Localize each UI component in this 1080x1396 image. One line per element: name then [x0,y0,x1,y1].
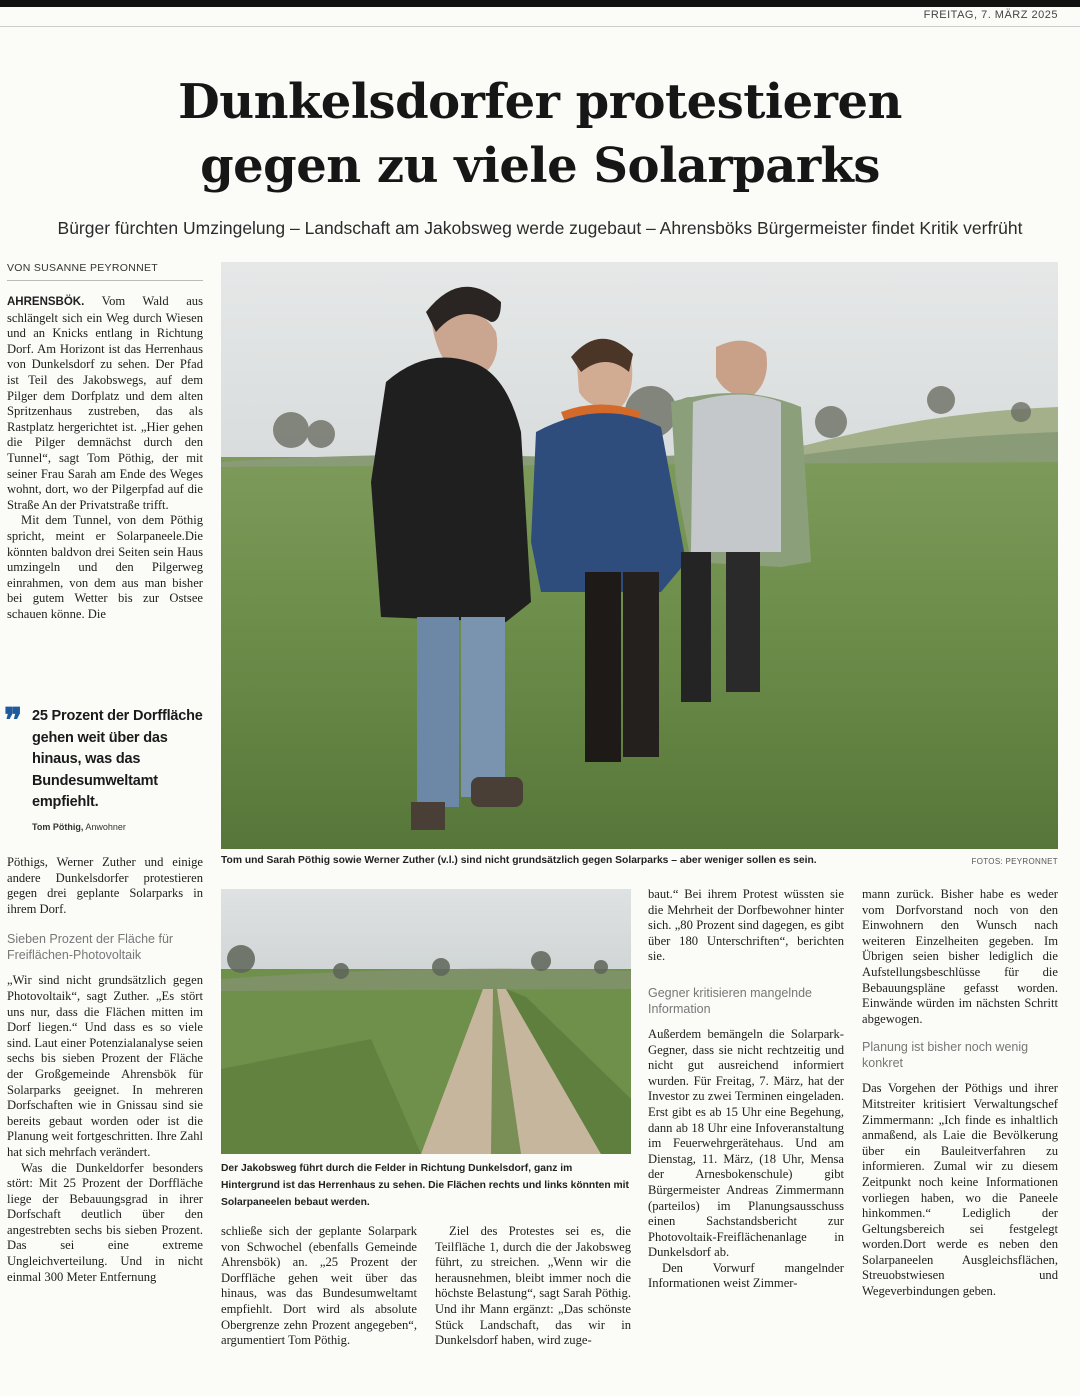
photo-people-in-field-image [221,262,1058,849]
dateline: FREITAG, 7. MÄRZ 2025 [923,9,1058,21]
paragraph: schließe sich der geplante Solarpark von Schwochel (ebenfalls Gemeinde Ahrensbök) an. „25 Prozent der Dorffläche gehen weit über das hinaus, was das Bundesumweltamt empfiehlt. Dort wird als absolute Obergrenze zehn Prozent angegeben“, argumentiert Tom Pöthig. [221,1224,417,1348]
photo-credit: FOTOS: PEYRONNET [971,857,1058,866]
lead-text: Vom Wald aus schlängelt sich ein Weg durch Wiesen und an Knicks entlang in Richtung Dorf. Am Horizont ist das Herrenhaus von Dunkelsdorf zu sehen. Der Pfad ist Teil des Jakobswegs, auf dem Pilger dem Dorfplatz und dem alten Spritzenhaus zustreben, das als Rastplatz hergerichtet ist. „Hier gehen die Pilger demnächst durch den Tunnel“, sagt Tom Pöthig, der mit seiner Frau Sarah am Ende des Weges wohnt, dort, wo der Pilgerpfad auf die Straße An der Privatstraße trifft. [7,294,203,512]
lead-paragraph [7,294,203,513]
article-column-3 [435,1224,631,1349]
article-column-4 [648,887,844,1292]
article-column-2 [221,1224,417,1349]
paragraph: Das Vorgehen der Pöthigs und ihrer Mitstreiter kritisiert Verwaltungschef Zimmermann: „Ich finde es inhaltlich anmaßend, als Laie die Bevölkerung über ein Bauleitverfahren zu informieren. Zumal wir zu diesem Zeitpunkt noch keine Informationen vorliegen haben, wo die Paneele hinkommen.“ Lediglich der Geltungsbereich sei festgelegt worden.Dort werde es neben den Solarpaneelen Ausgleichsflächen, Streuobstwiesen und Wegeverbindungen geben. [862,1081,1058,1299]
paragraph: „Wir sind nicht grundsätzlich gegen Photovoltaik“, sagt Zuther. „Es stört uns nur, dass die Flächen mitten im Dorf liegen.“ Und dass es so viele sind. Laut einer Potenzialanalyse seien sechs bis sieben Prozent der Fläche der Großgemeinde Ahrensbök für Solarparks geeignet. In mehreren Dorfschaften wie in Gnissau sind sie bereits gebaut worden oder ist die Planung weit fortgeschritten. Ihre Zahl hat sich mehrfach verändert. [7,973,203,1159]
headline [0,70,1080,198]
photo-people-in-field [221,262,1058,849]
photo-jakobsweg-path-image [221,889,631,1154]
article-column-1-bottom [7,855,203,1285]
paragraph: baut.“ Bei ihrem Protest wüssten sie die Mehrheit der Dorfbewohner hinter sich. „80 Prozent sind dagegen, es gibt über 180 Unterschriften“, berichten sie. [648,887,844,964]
paragraph: Mit dem Tunnel, von dem Pöthig spricht, meint er Solarpaneele.Die könnten baldvon drei Seiten sein Haus umzingeln und den Pilgerweg einrahmen, von dem aus man bisher bei gutem Wetter bis zur Ostsee schauen könne. Die [7,513,203,621]
crosshead: Gegner kritisieren mangelnde Information [648,985,812,1016]
subheadline: Bürger fürchten Umzingelung – Landschaft am Jakobsweg werde zugebaut – Ahrensböks Bürgermeister findet Kritik verfrüht [57,218,1023,238]
paragraph: Den Vorwurf mangelnder Informationen weist Zimmer- [648,1260,844,1291]
photo-caption-1: Tom und Sarah Pöthig sowie Werner Zuther (v.l.) sind nicht grundsätzlich gegen Solarparks – aber weniger sollen es sein. [221,855,817,866]
byline: VON SUSANNE PEYRONNET [7,262,158,274]
headline-line-1: Dunkelsdorfer protestieren [178,74,902,130]
paragraph: Außerdem bemängeln die Solarpark-Gegner, dass sie nicht rechtzeitig und nicht gut ausreichend informiert wurden. Für Freitag, 7. März, hat der Investor zu zwei Terminen eingeladen. Erst gibt es ab 15 Uhr eine Begehung, dann ab 18 Uhr eine Infoveranstaltung im Feuerwehrgerätehaus. Und am Dienstag, 11. März, (18 Uhr, Mensa der Arnesbokenschule) gibt Bürgermeister Andreas Zimmermann (parteilos) im Planungsausschuss einen Sachstandsbericht zur Photovoltaik-Freiflächenanlage in Dunkelsdorf ab. [648,1026,844,1260]
paragraph: mann zurück. Bisher habe es weder vom Dorfvorstand noch von den Einwohnern den Wunsch nach weiteren Einzelheiten gegeben. Im Übrigen seien bisher lediglich die Aufstellungsbeschlüsse für die Bebauungspläne gefasst worden. Einwände würden im nächsten Schritt abgewogen. [862,887,1058,1026]
article-column-1-top [7,294,203,622]
crosshead: Planung ist bisher noch wenig konkret [862,1040,1029,1071]
quote-author [32,822,208,832]
headline-line-2: gegen zu viele Solarparks [200,138,880,194]
dateline-kicker: AHRENSBÖK. [7,296,85,308]
article-column-5 [862,887,1058,1300]
paragraph: Pöthigs, Werner Zuther und einige andere Dunkelsdorfer protestieren gegen drei geplante Solarparks in ihrem Dorf. [7,855,203,916]
photo-jakobsweg-path [221,889,631,1154]
header-rule [0,26,1080,27]
top-bar [0,0,1080,7]
quote-text: 25 Prozent der Dorffläche gehen weit über das hinaus, was das Bundesumweltamt empfiehlt. [32,708,203,810]
paragraph: Was die Dunkeldorfer besonders stört: Mit 25 Prozent der Dorffläche liege der Bebauungsgrad in ihrer Dorfschaft deutlich über den angestrebten sechs bis sieben Prozent. Das sei eine extreme Ungleichverteilung. Und in nicht einmal 300 Meter Entfernung [7,1160,203,1284]
photo-caption-2: Der Jakobsweg führt durch die Felder in Richtung Dunkelsdorf, ganz im Hintergrund ist das Herrenhaus zu sehen. Die Flächen rechts und links könnten mit Solarpaneelen bebaut werden. [221,1163,629,1208]
quote-author-role: Anwohner [85,821,126,832]
quote-mark-icon: ❞ [4,701,23,741]
paragraph: Ziel des Protestes sei es, die Teilfläche 1, durch die der Jakobsweg führt, zu streichen. „Wenn wir die herausnehmen, bleibt immer noch die höchste Belastung“, sagt Sarah Pöthig. Und ihr Mann ergänzt: „Das schönste Stück Landschaft, das wir in Dunkelsdorf haben, wird zuge- [435,1224,631,1348]
crosshead: Sieben Prozent der Fläche für Freiflächen-Photovoltaik [7,932,174,963]
byline-rule [7,280,203,281]
quote-author-name: Tom Pöthig, [32,821,84,832]
pull-quote [4,701,208,832]
